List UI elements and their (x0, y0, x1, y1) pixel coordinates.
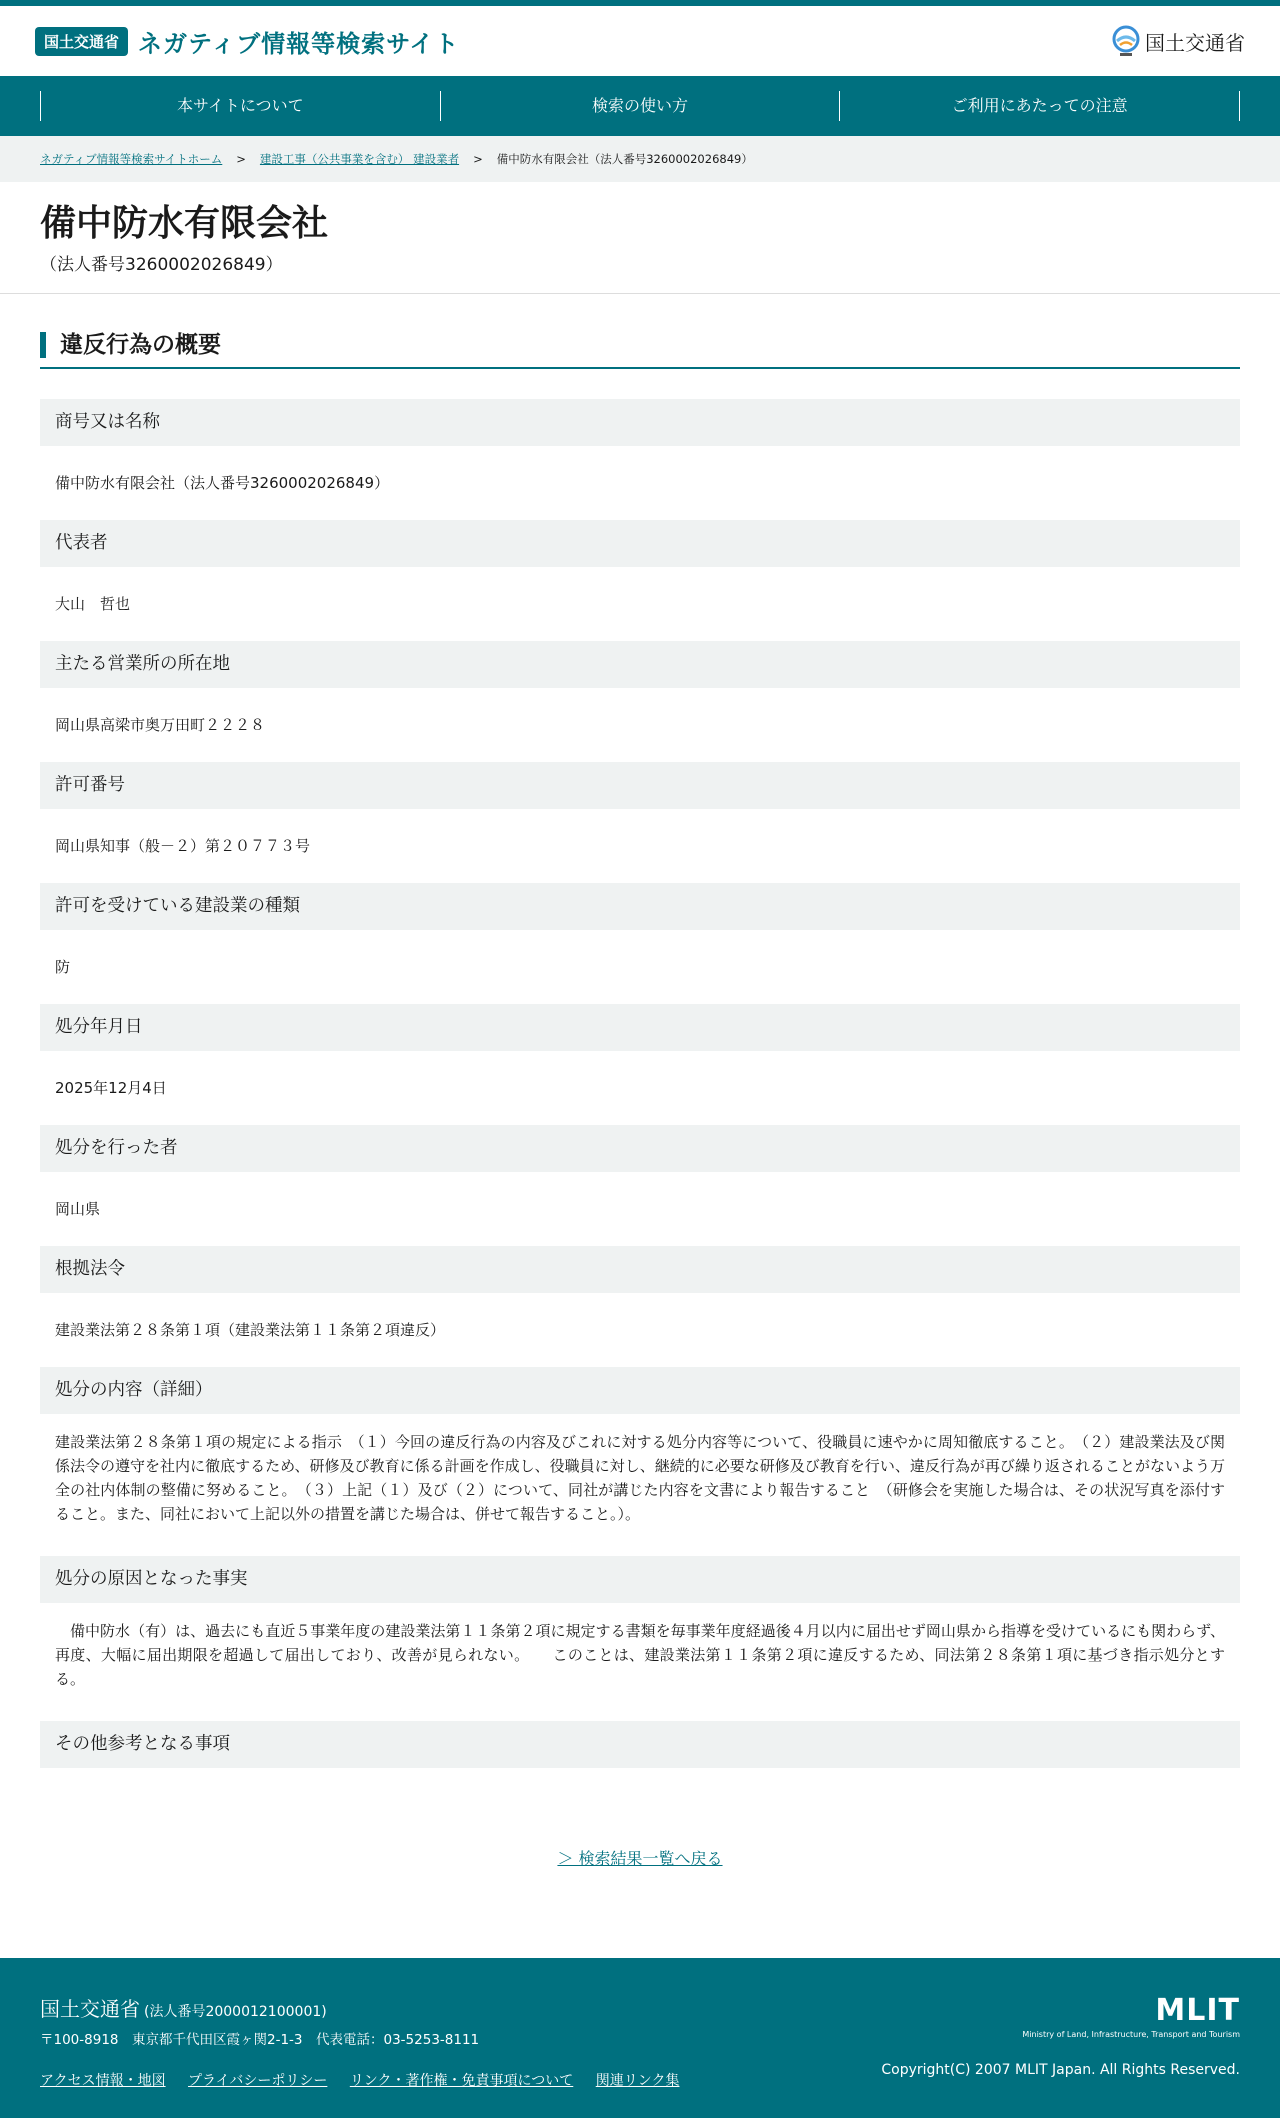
field-value: 備中防水（有）は、過去にも直近５事業年度の建設業法第１１条第２項に規定する書類を毎事業年度経過後４月以内に届出せず岡山県から指導を受けているにも関わらず、再度、大幅に届出期限を超過して届出しており、改善が見られない。 このことは、建設業法第１１条第２項に違反するため、同法第２８条第１項に基づき指示処分とする。 (55, 1622, 1225, 1688)
field-label: 代表者 (40, 520, 1240, 567)
mlit-subtitle: Ministry of Land, Infrastructure, Transport and Tourism (1022, 2030, 1240, 2039)
back-link-container (40, 1846, 1240, 1869)
field-label: 処分を行った者 (40, 1125, 1240, 1172)
site-header (0, 6, 1280, 76)
section-divider (40, 367, 1240, 369)
field-label: 許可を受けている建設業の種類 (40, 883, 1240, 930)
field-cause-facts (40, 1556, 1240, 1721)
field-license-number (40, 762, 1240, 883)
field-value: 2025年12月4日 (55, 1079, 167, 1097)
field-value: 岡山県 (55, 1200, 101, 1218)
back-to-results-link[interactable]: ＞ 検索結果一覧へ戻る (557, 1849, 723, 1868)
nav-how-to-search[interactable]: 検索の使い方 (440, 91, 840, 121)
footer-org-name: 国土交通省 (40, 1997, 140, 2021)
field-business-type (40, 883, 1240, 1004)
breadcrumb-home-link[interactable]: ネガティブ情報等検索サイトホーム (40, 152, 223, 166)
field-label: 主たる営業所の所在地 (40, 641, 1240, 688)
field-label: 処分の原因となった事実 (40, 1556, 1240, 1603)
field-disposition-date (40, 1004, 1240, 1125)
footer-link-copyright[interactable]: リンク・著作権・免責事項について (349, 2073, 574, 2089)
mlit-logo-text: 国土交通省 (1145, 30, 1245, 55)
field-disposition-authority (40, 1125, 1240, 1246)
field-value: 岡山県知事（般－２）第２０７７３号 (55, 837, 311, 855)
site-brand[interactable] (35, 24, 459, 59)
breadcrumb (0, 136, 1280, 182)
site-footer (0, 1958, 1280, 2118)
field-label: 処分年月日 (40, 1004, 1240, 1051)
footer-address: 〒100-8918 東京都千代田区霞ヶ関2-1-3 代表電話：03-5253-8111 (40, 2032, 480, 2048)
nav-notes[interactable]: ご利用にあたっての注意 (839, 91, 1240, 121)
breadcrumb-category-link[interactable]: 建設工事（公共事業を含む） 建設業者 (259, 152, 460, 166)
field-value: 備中防水有限会社（法人番号3260002026849） (55, 474, 390, 492)
ministry-badge: 国土交通省 (35, 27, 128, 56)
field-value: 大山 哲也 (55, 595, 131, 613)
mlit-emblem-icon (1111, 25, 1141, 57)
footer-mlit-logo (1022, 1993, 1240, 2039)
breadcrumb-separator: > (473, 152, 483, 166)
footer-link-access[interactable]: アクセス情報・地図 (40, 2073, 166, 2089)
corporate-number: （法人番号3260002026849） (40, 255, 283, 275)
field-trade-name (40, 399, 1240, 520)
breadcrumb-current: 備中防水有限会社（法人番号3260002026849） (496, 152, 753, 166)
site-title[interactable]: ネガティブ情報等検索サイト (138, 29, 460, 58)
footer-link-privacy[interactable]: プライバシーポリシー (188, 2073, 328, 2089)
main-content (0, 294, 1280, 1869)
field-label: 根拠法令 (40, 1246, 1240, 1293)
footer-link-related[interactable]: 関連リンク集 (595, 2073, 680, 2089)
company-title-block (0, 182, 1280, 294)
mlit-wordmark: MLIT (1155, 1993, 1240, 2028)
section-heading: 違反行為の概要 (40, 332, 1240, 358)
field-office-address (40, 641, 1240, 762)
copyright: Copyright(C) 2007 MLIT Japan. All Rights Reserved. (881, 2062, 1240, 2078)
field-legal-basis (40, 1246, 1240, 1367)
breadcrumb-separator: > (236, 152, 246, 166)
main-nav (0, 76, 1280, 136)
field-other-notes (40, 1721, 1240, 1768)
field-disposition-details (40, 1367, 1240, 1556)
field-value: 建設業法第２８条第１項（建設業法第１１条第２項違反） (55, 1321, 446, 1339)
field-representative (40, 520, 1240, 641)
field-value: 建設業法第２８条第１項の規定による指示 （１）今回の違反行為の内容及びこれに対する処分内容等について、役職員に速やかに周知徹底すること。 （２）建設業法及び関係法令の遵守を社内に徹底するため、研修及び教育に係る計画を作成し、役職員に対し、継続的に必要な研修及び教育を行い、違反行為が再び繰り返されることがないよう万全の社内体制の整備に努めること。 （３）上記（１）及び（２）について、同社が講じた内容を文書により報告すること （研修会を実施した場合は、その状況写真を添付すること。また、同社において上記以外の措置を講じた場合は、併せて報告すること。）。 (55, 1433, 1225, 1523)
footer-org-corp-number: (法人番号2000012100001) (144, 2004, 327, 2020)
field-label: 商号又は名称 (40, 399, 1240, 446)
mlit-logo[interactable] (1111, 25, 1245, 57)
field-value: 岡山県高梁市奥万田町２２２８ (55, 716, 266, 734)
field-label: その他参考となる事項 (40, 1721, 1240, 1768)
page-title: 備中防水有限会社 (40, 203, 329, 244)
field-value: 防 (55, 958, 71, 976)
field-label: 処分の内容（詳細） (40, 1367, 1240, 1414)
field-label: 許可番号 (40, 762, 1240, 809)
nav-about[interactable]: 本サイトについて (40, 91, 440, 121)
